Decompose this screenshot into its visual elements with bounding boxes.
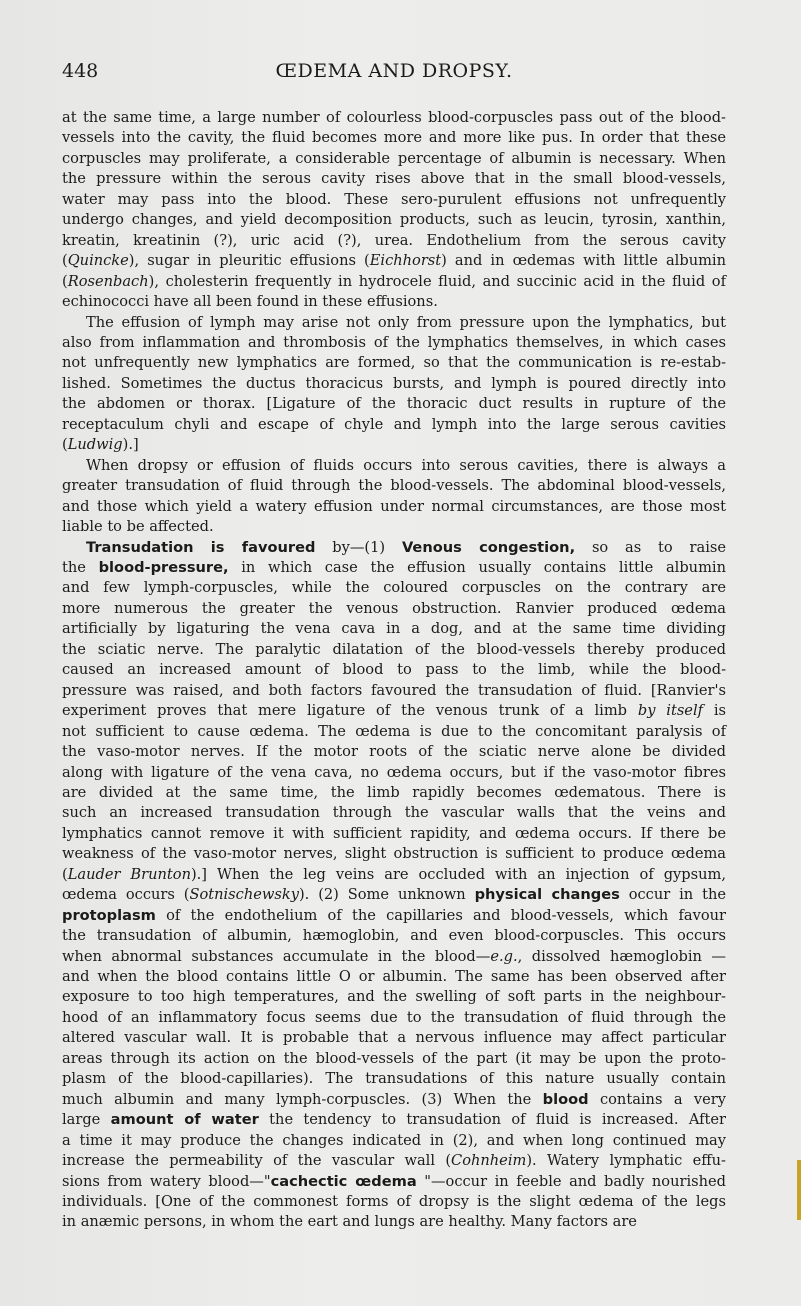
text-line: The effusion of lymph may arise not only from pressure upon the lymphatics, but [86,313,726,331]
text-line: (Lauder Brunton).] When the leg veins are occluded with an injection of gypsum, [62,865,726,883]
text-line: when abnormal substances accumulate in the blood—e.g., dissolved hæmoglobin — [62,947,726,965]
text-line: in anæmic persons, in whom the eart and lungs are healthy. Many factors are [62,1213,637,1231]
text-line: and few lymph-corpuscles, while the coloured corpuscles on the contrary are [62,579,726,597]
text-line: and those which yield a watery effusion under normal circumstances, are those most [62,497,726,515]
text-line: undergo changes, and yield decomposition products, such as leucin, tyrosin, xanthin, [62,211,726,229]
text-line: altered vascular wall. It is probable that a nervous influence may affect particular [62,1029,726,1047]
text-line: pressure was raised, and both factors favoured the transudation of fluid. [Ranvier's [62,681,726,699]
text-line: (Quincke), sugar in pleuritic effusions (Eichhorst) and in œdemas with little albumin [62,252,726,270]
page-number: 448 [62,60,99,82]
text-line: lymphatics cannot remove it with sufficient rapidity, and œdema occurs. If there be [62,824,726,842]
paragraph [62,456,726,538]
text-line: experiment proves that mere ligature of the venous trunk of a limb by itself is [62,702,727,720]
text-line: the abdomen or thorax. [Ligature of the thoracic duct results in rupture of the [62,395,726,413]
page-header [62,60,726,86]
text-line: are divided at the same time, the limb rapidly becomes œdematous. There is [62,783,726,801]
text-line: increase the permeability of the vascular wall (Cohnheim). Watery lymphatic effu- [62,1152,726,1170]
text-line: much albumin and many lymph-corpuscles. (3) When the blood contains a very [62,1090,726,1108]
text-line: not unfrequently new lymphatics are formed, so that the communication is re-estab- [62,354,726,372]
text-line: more numerous the greater the venous obstruction. Ranvier produced œdema [62,599,726,617]
text-line: kreatin, kreatinin (?), uric acid (?), urea. Endothelium from the serous cavity [62,231,726,249]
body-text [62,108,726,1233]
text-line: the transudation of albumin, hæmoglobin, and even blood-corpuscles. This occurs [62,927,726,945]
text-line: Transudation is favoured by—(1) Venous congestion, so as to raise [86,538,726,556]
text-line: water may pass into the blood. These sero-purulent effusions not unfrequently [62,190,726,208]
text-line: such an increased transudation through the vascular walls that the veins and [62,804,726,822]
paragraph [62,108,726,313]
page-edge-mark [797,1160,801,1220]
running-title: ŒDEMA AND DROPSY. [275,60,513,82]
text-line: areas through its action on the blood-vessels of the part (it may be upon the proto- [62,1049,726,1067]
text-line: (Rosenbach), cholesterin frequently in hydrocele fluid, and succinic acid in the fluid of [62,272,726,290]
text-line: weakness of the vaso-motor nerves, slight obstruction is sufficient to produce œdema [62,845,726,863]
text-line: exposure to too high temperatures, and the swelling of soft parts in the neighbour- [62,988,726,1006]
text-line: not sufficient to cause œdema. The œdema is due to the concomitant paralysis of [62,722,726,740]
text-line: œdema occurs (Sotnischewsky). (2) Some unknown physical changes occur in the [62,886,726,904]
text-line: sions from watery blood—"cachectic œdema "—occur in feeble and badly nourished [62,1172,726,1190]
text-line: (Ludwig).] [62,436,139,454]
text-line: at the same time, a large number of colourless blood-corpuscles pass out of the blood- [62,109,726,126]
text-line: hood of an inflammatory focus seems due to the transudation of fluid through the [62,1008,726,1026]
paragraph [62,538,726,1233]
text-line: lished. Sometimes the ductus thoracicus bursts, and lymph is poured directly into [62,374,726,392]
text-line: protoplasm of the endothelium of the capillaries and blood-vessels, which favour [62,906,726,924]
text-line: the sciatic nerve. The paralytic dilatation of the blood-vessels thereby produced [62,640,726,658]
text-line: caused an increased amount of blood to pass to the limb, while the blood- [62,661,726,679]
text-line: liable to be affected. [62,518,214,536]
text-line: individuals. [One of the commonest forms of dropsy is the slight œdema of the legs [62,1193,726,1211]
text-line: receptaculum chyli and escape of chyle and lymph into the large serous cavities [62,415,726,433]
text-line: corpuscles may proliferate, a considerable percentage of albumin is necessary. When [62,149,726,167]
paragraph [62,313,726,456]
text-line: artificially by ligaturing the vena cava in a dog, and at the same time dividing [62,620,726,638]
text-line: and when the blood contains little O or albumin. The same has been observed after [62,968,726,986]
text-line: plasm of the blood-capillaries). The transudations of this nature usually contain [62,1070,726,1088]
text-line: When dropsy or effusion of fluids occurs into serous cavities, there is always a [86,456,726,474]
text-line: the vaso-motor nerves. If the motor roots of the sciatic nerve alone be divided [62,743,726,761]
text-line: the pressure within the serous cavity rises above that in the small blood-vessels, [62,170,726,188]
text-line: also from inflammation and thrombosis of the lymphatics themselves, in which cases [62,333,726,351]
text-line: along with ligature of the vena cava, no œdema occurs, but if the vaso-motor fibres [62,763,726,781]
text-line: the blood-pressure, in which case the effusion usually contains little albumin [62,558,726,576]
text-line: large amount of water the tendency to transudation of fluid is increased. After [62,1111,726,1129]
text-line: greater transudation of fluid through the blood-vessels. The abdominal blood-vessels, [62,477,726,495]
text-line: echinococci have all been found in these effusions. [62,293,438,311]
text-line: a time it may produce the changes indicated in (2), and when long continued may [62,1131,726,1149]
text-line: vessels into the cavity, the fluid becomes more and more like pus. In order that these [62,129,726,147]
